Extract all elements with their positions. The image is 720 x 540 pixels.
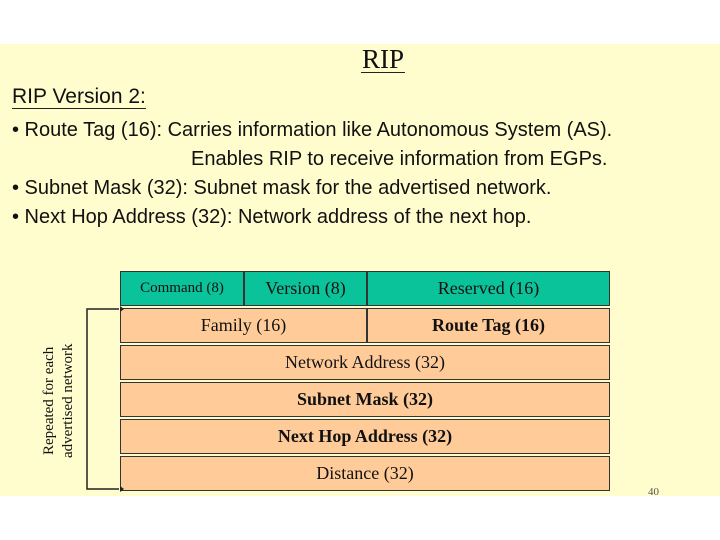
field-network-address: Network Address (32) [120,345,610,380]
field-version: Version (8) [244,271,367,306]
table-row [120,419,610,454]
bullet-list [12,116,712,232]
field-distance: Distance (32) [120,456,610,491]
bullet-subnet-mask: • Subnet Mask (32): Subnet mask for the advertised network. [12,177,552,199]
header-row [120,271,610,306]
section-heading: RIP Version 2: [12,85,146,108]
bullet-route-tag: • Route Tag (16): Carries information like Autonomous System (AS). [12,119,613,141]
slide-title: RIP [361,44,405,74]
field-next-hop-address: Next Hop Address (32) [120,419,610,454]
slide [0,44,720,496]
repeated-label: Repeated for each advertised network [41,343,76,459]
table-row [120,382,610,417]
table-row [120,345,610,380]
field-route-tag: Route Tag (16) [367,308,610,343]
field-subnet-mask: Subnet Mask (32) [120,382,610,417]
table-row [120,308,610,343]
field-family: Family (16) [120,308,367,343]
field-reserved: Reserved (16) [367,271,610,306]
bullet-route-tag-continuation: Enables RIP to receive information from EGPs. [191,148,608,170]
page-number: 40 [648,486,659,496]
table-row [120,456,610,491]
field-command: Command (8) [120,271,244,306]
repeat-bracket-icon [82,306,124,496]
rip-packet-diagram [120,271,610,493]
bullet-next-hop: • Next Hop Address (32): Network address of the next hop. [12,206,532,228]
